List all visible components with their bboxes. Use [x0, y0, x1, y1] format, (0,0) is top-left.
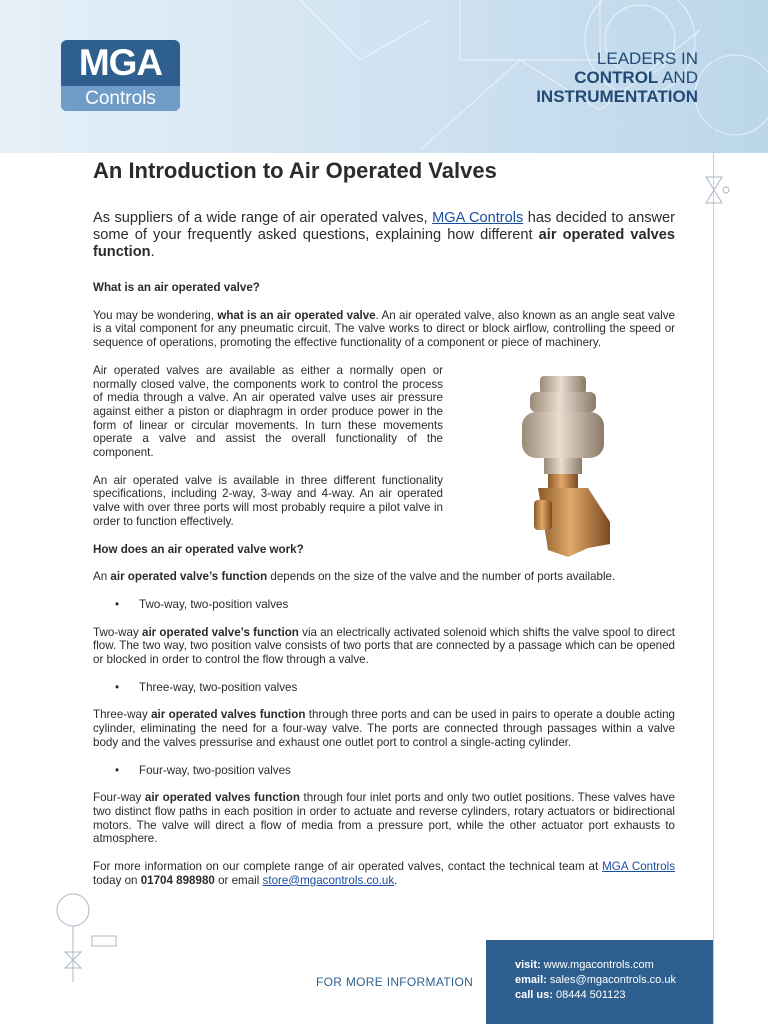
call-label: call us:: [515, 989, 553, 1001]
text: via an electrically activated solenoid which shifts the valve spool to direct flow. The two way, two position valve consists of two ports that are connected by a passage which can be opened or blocked in order to control the flow through a valve.: [93, 625, 675, 667]
valve-symbol-icon: [700, 175, 730, 207]
paragraph: [93, 626, 675, 667]
sales-email-link[interactable]: sales@mgacontrols.co.uk: [549, 974, 676, 986]
text: Four-way: [93, 791, 145, 805]
website-link[interactable]: www.mgacontrols.com: [543, 959, 654, 971]
contact-footer: [486, 940, 713, 1024]
for-more-information-label: FOR MORE INFORMATION: [316, 975, 474, 989]
contact-paragraph: [93, 860, 675, 887]
text: through three ports and can be used in pairs to operate a double acting cylinder, eliminating the need for a four-way valve. The ports are connected through passages within a valve body and the valves pressurise and exhaust one outlet port to control a single-acting cylinder.: [93, 708, 675, 749]
page-border-line: [713, 0, 714, 1024]
tagline-line3: INSTRUMENTATION: [536, 87, 698, 106]
intro-bold: air operated valves function: [93, 227, 675, 260]
mga-logo[interactable]: [61, 40, 180, 111]
intro-text-end: .: [150, 244, 155, 260]
bullet-item: • Two-way, two-position valves: [93, 598, 675, 612]
text: today on: [93, 873, 141, 887]
page-title: An Introduction to Air Operated Valves: [93, 158, 497, 183]
bullet-item: • Four-way, two-position valves: [93, 764, 675, 778]
paragraph: [93, 309, 675, 350]
phone-link[interactable]: 08444 501123: [555, 989, 626, 1001]
tagline-bold: CONTROL: [574, 68, 659, 87]
tagline: [536, 49, 698, 106]
bold-text: air operated valves function: [151, 708, 306, 722]
bold-text: air operated valve’s function: [142, 625, 299, 639]
intro-paragraph: [93, 210, 675, 261]
text: depends on the size of the valve and the number of ports available.: [267, 570, 616, 584]
intro-text: As suppliers of a wide range of air operated valves,: [93, 210, 433, 226]
circuit-diagram-icon: [52, 892, 122, 982]
tagline-line1: LEADERS IN: [596, 49, 698, 68]
text: An: [93, 570, 111, 584]
email-label: email:: [515, 974, 547, 986]
text: or email: [214, 873, 263, 887]
text: .: [394, 873, 398, 887]
visit-label: visit:: [515, 959, 541, 971]
mga-controls-link[interactable]: MGA Controls: [602, 860, 675, 874]
logo-sub-text: Controls: [61, 86, 180, 111]
paragraph: [93, 791, 675, 846]
text: through four inlet ports and only two outlet positions. These valves have two distinct flow paths in each position in order to actuate and reverse cylinders, rotary actuators or bidirectional motors. The valve will direct a flow of media from a pressure port, while the other actuator port exhausts to atmosphere.: [93, 791, 675, 846]
text: Two-way: [93, 625, 142, 639]
paragraph: [93, 708, 675, 749]
bold-text: air operated valves function: [144, 791, 300, 805]
text: Three-way: [93, 708, 152, 722]
paragraph: [93, 570, 675, 584]
mga-controls-link[interactable]: MGA Controls: [432, 210, 524, 226]
bold-text: what is an air operated valve: [217, 308, 376, 322]
question-heading: How does an air operated valve work?: [93, 542, 304, 556]
email-link[interactable]: store@mgacontrols.co.uk: [262, 873, 395, 887]
text: . An air operated valve, also known as an angle seat valve is a vital component for any pneumatic circuit. The valve works to direct or block airflow, controlling the speed or sequence of operations, promoting the effective functionality of a component or piece of machinery.: [93, 308, 676, 350]
page-header: [0, 0, 768, 153]
phone-number: 01704 898980: [140, 873, 215, 887]
logo-main-text: MGA: [78, 42, 163, 83]
paragraph: An air operated valve is available in three different functionality specifications, including 2-way, 3-way and 4-way. An air operated valve with over three ports will most probably require a pilot valve in order to function effectively.: [93, 473, 443, 528]
bullet-item: • Three-way, two-position valves: [93, 681, 675, 695]
paragraph: Air operated valves are available as either a normally open or normally closed valve, the components work to control the process of media through a valve. An air operated valve uses air pressure against either a piston or diaphragm in order produce power in the form of linear or circular movements. In turn these movements operate a valve and assist the overall functionality of the component.: [93, 363, 443, 460]
air-operated-valve-image: [508, 372, 618, 562]
text: You may be wondering,: [93, 308, 218, 322]
intro-text-mid: has decided to answer some of your frequently asked questions, explaining how different: [93, 210, 676, 243]
text: For more information on our complete range of air operated valves, contact the technical team at: [93, 860, 603, 874]
bold-text: air operated valve’s function: [110, 570, 268, 584]
question-heading: What is an air operated valve?: [93, 281, 260, 294]
tagline-and: AND: [658, 68, 698, 87]
